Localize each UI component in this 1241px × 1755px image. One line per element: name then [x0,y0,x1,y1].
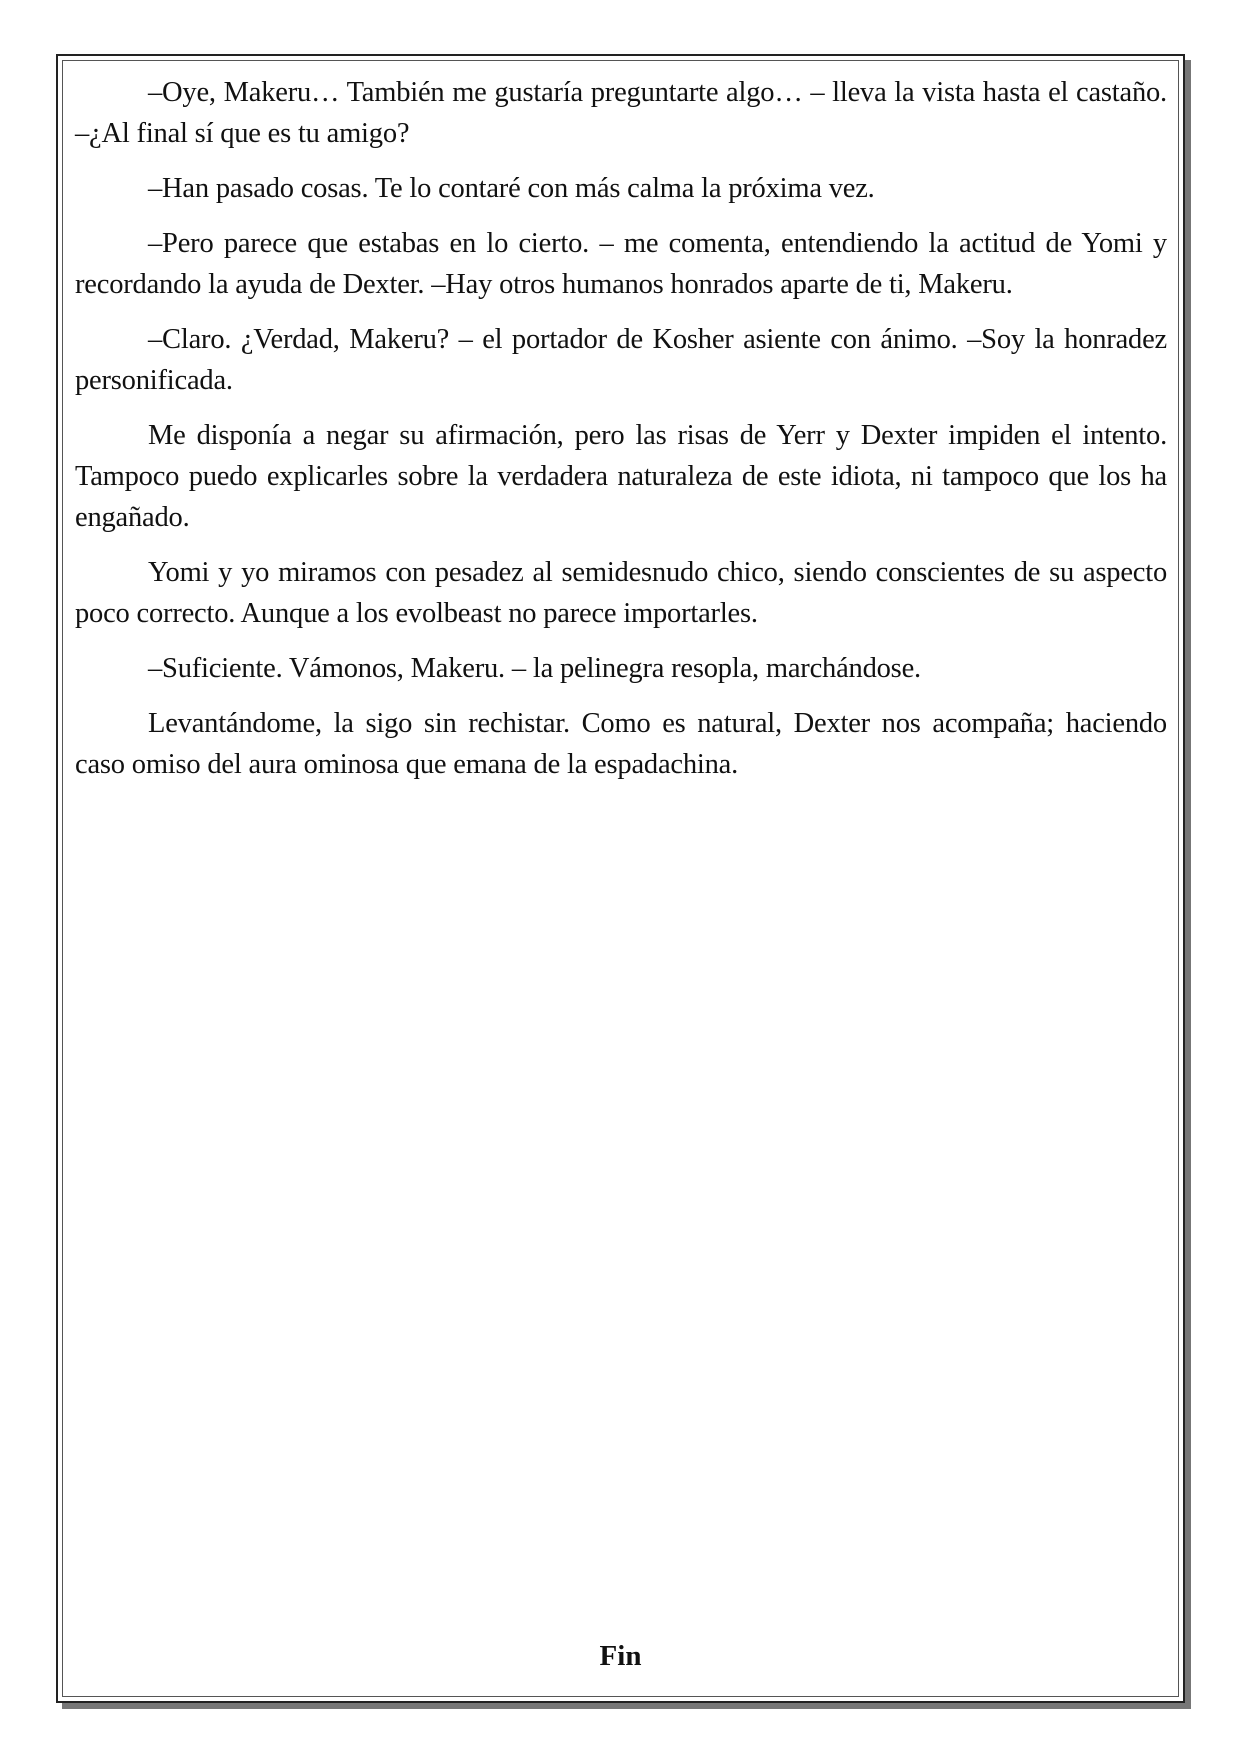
paragraph-3: –Pero parece que estabas en lo cierto. – me comenta, entendiendo la actitud de Yomi y recordando la ayuda de Dexter. –Hay otros humanos honrados aparte de ti, Makeru. [75,228,1167,300]
paragraph-5: Me disponía a negar su afirmación, pero las risas de Yerr y Dexter impiden el intento. Tampoco puedo explicarles sobre la verdadera naturaleza de este idiota, ni tampoco que los ha engañado. [75,420,1167,533]
paragraph-6: Yomi y yo miramos con pesadez al semidesnudo chico, siendo conscientes de su aspecto poco correcto. Aunque a los evolbeast no parece importarles. [75,557,1167,629]
ending-label: Fin [599,1640,642,1672]
paragraph-1: –Oye, Makeru… También me gustaría preguntarte algo… – lleva la vista hasta el castaño. –¿Al final sí que es tu amigo? [75,77,1167,149]
paragraph-8: Levantándome, la sigo sin rechistar. Como es natural, Dexter nos acompaña; haciendo caso omiso del aura ominosa que emana de la espadachina. [75,708,1167,780]
paragraph-7: –Suficiente. Vámonos, Makeru. – la pelinegra resopla, marchándose. [148,653,921,684]
paragraph-4: –Claro. ¿Verdad, Makeru? – el portador de Kosher asiente con ánimo. –Soy la honradez personificada. [75,324,1167,396]
paragraph-2: –Han pasado cosas. Te lo contaré con más calma la próxima vez. [148,173,875,204]
document-body [75,72,1167,799]
